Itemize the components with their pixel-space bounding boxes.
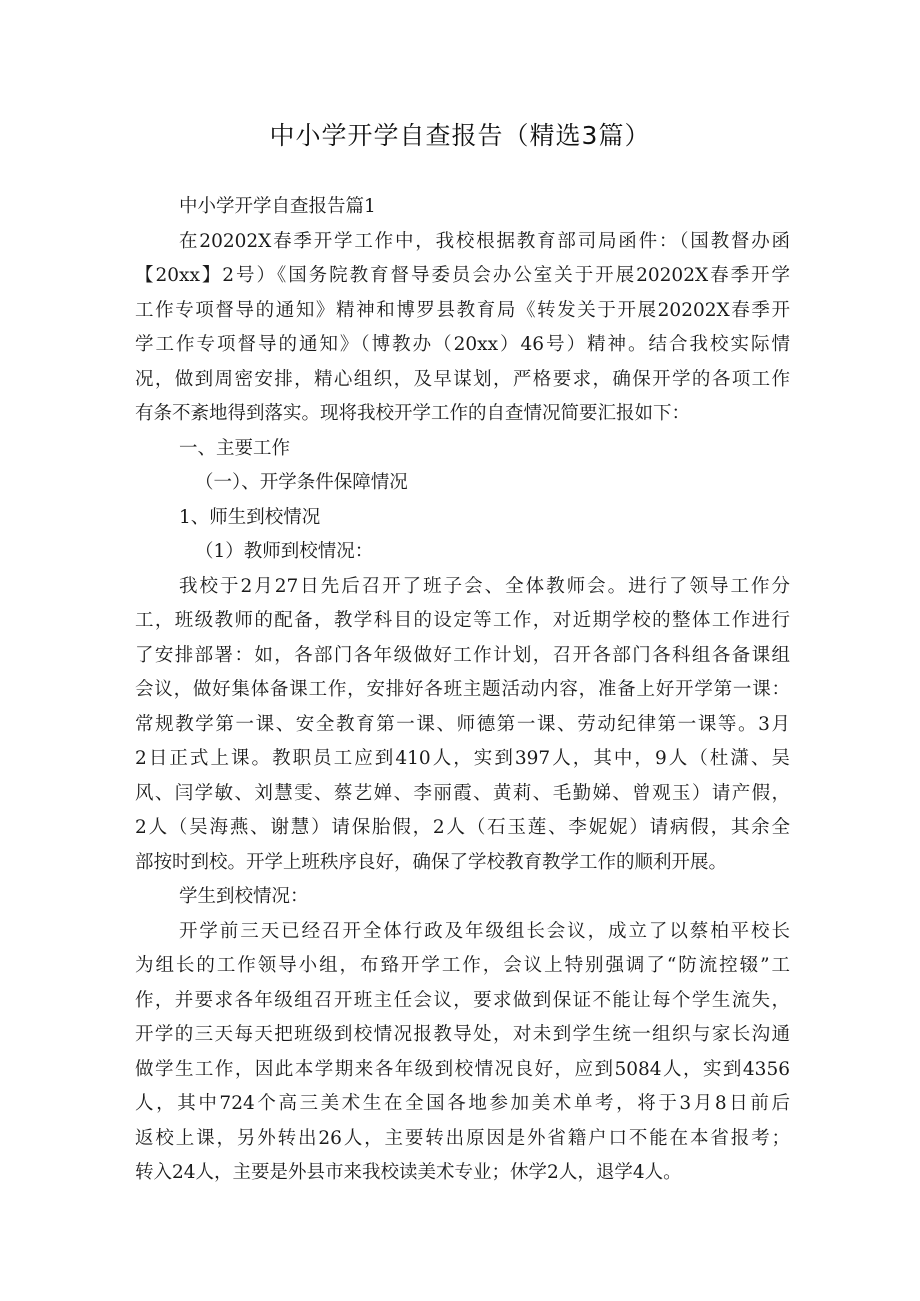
paragraph-line: 部按时到校。开学上班秩序良好，确保了学校教育教学工作的顺利开展。 <box>135 851 728 873</box>
paragraph-line: 开学前三天已经召开全体行政及年级组长会议，成立了以蔡柏平校长 <box>179 920 790 942</box>
paragraph-line: 我校于2月27日先后召开了班子会、全体教师会。进行了领导工作分 <box>179 575 790 597</box>
paragraph-line: 人，其中724个高三美术生在全国各地参加美术单考，将于3月8日前后 <box>135 1093 790 1114</box>
section-heading: 中小学开学自查报告篇1 <box>179 196 376 217</box>
paragraph-line: 会议，做好集体备课工作，安排好各班主题活动内容，准备上好开学第一课： <box>135 679 790 700</box>
subsection-heading: 1、师生到校情况 <box>179 506 321 528</box>
subsection-heading: 学生到校情况： <box>179 886 309 907</box>
paragraph-line: 开学的三天每天把班级到校情况报教导处，对未到学生统一组织与家长沟通 <box>135 1024 790 1045</box>
document-title: 中小学开学自查报告（精选3篇） <box>269 121 651 150</box>
paragraph-line: 转入24人，主要是外县市来我校读美术专业；休学2人，退学4人。 <box>135 1162 682 1183</box>
paragraph-line: 2人（吴海燕、谢慧）请保胎假，2人（石玉莲、李妮妮）请病假，其余全 <box>135 817 790 838</box>
paragraph-line: 常规教学第一课、安全教育第一课、师德第一课、劳动纪律第一课等。3月 <box>135 713 790 735</box>
subsection-heading: （1）教师到校情况： <box>195 541 374 562</box>
document-body <box>135 190 790 1191</box>
subsection-heading: （一）、开学条件保障情况 <box>195 472 408 493</box>
paragraph-line: 风、闫学敏、刘慧雯、蔡艺婵、李丽霞、黄莉、毛勤娣、曾观玉）请产假， <box>135 782 790 804</box>
paragraph-line: 为组长的工作领导小组，布臵开学工作，会议上特别强调了“防流控辍”工 <box>135 955 790 976</box>
paragraph-line: 返校上课，另外转出26人，主要转出原因是外省籍户口不能在本省报考； <box>135 1127 790 1149</box>
paragraph-line: 工，班级教师的配备，教学科目的设定等工作，对近期学校的整体工作进行 <box>135 610 790 631</box>
paragraph-line: 了安排部署：如，各部门各年级做好工作计划，召开各部门各科组各备课组 <box>135 644 790 666</box>
paragraph-line: 作，并要求各年级组召开班主任会议，要求做到保证不能让每个学生流失， <box>135 989 790 1011</box>
paragraph-line: 学工作专项督导的通知》（博教办（20xx）46号）精神。结合我校实际情 <box>135 334 790 355</box>
paragraph-line: 工作专项督导的通知》精神和博罗县教育局《转发关于开展20202X春季开 <box>135 299 790 321</box>
paragraph-line: 2日正式上课。教职员工应到410人，实到397人，其中，9人（杜潇、吴 <box>135 748 790 769</box>
paragraph-line: 【20xx】2号）《国务院教育督导委员会办公室关于开展20202X春季开学 <box>135 265 790 286</box>
paragraph-line: 有条不紊地得到落实。现将我校开学工作的自查情况简要汇报如下： <box>135 403 691 424</box>
section-heading: 一、主要工作 <box>179 437 291 459</box>
paragraph-line: 做学生工作，因此本学期来各年级到校情况良好，应到5084人，实到4356 <box>135 1058 790 1080</box>
paragraph-line: 在20202X春季开学工作中，我校根据教育部司局函件：（国教督办函 <box>179 230 790 252</box>
paragraph-line: 况，做到周密安排，精心组织，及早谋划，严格要求，确保开学的各项工作 <box>135 368 790 390</box>
